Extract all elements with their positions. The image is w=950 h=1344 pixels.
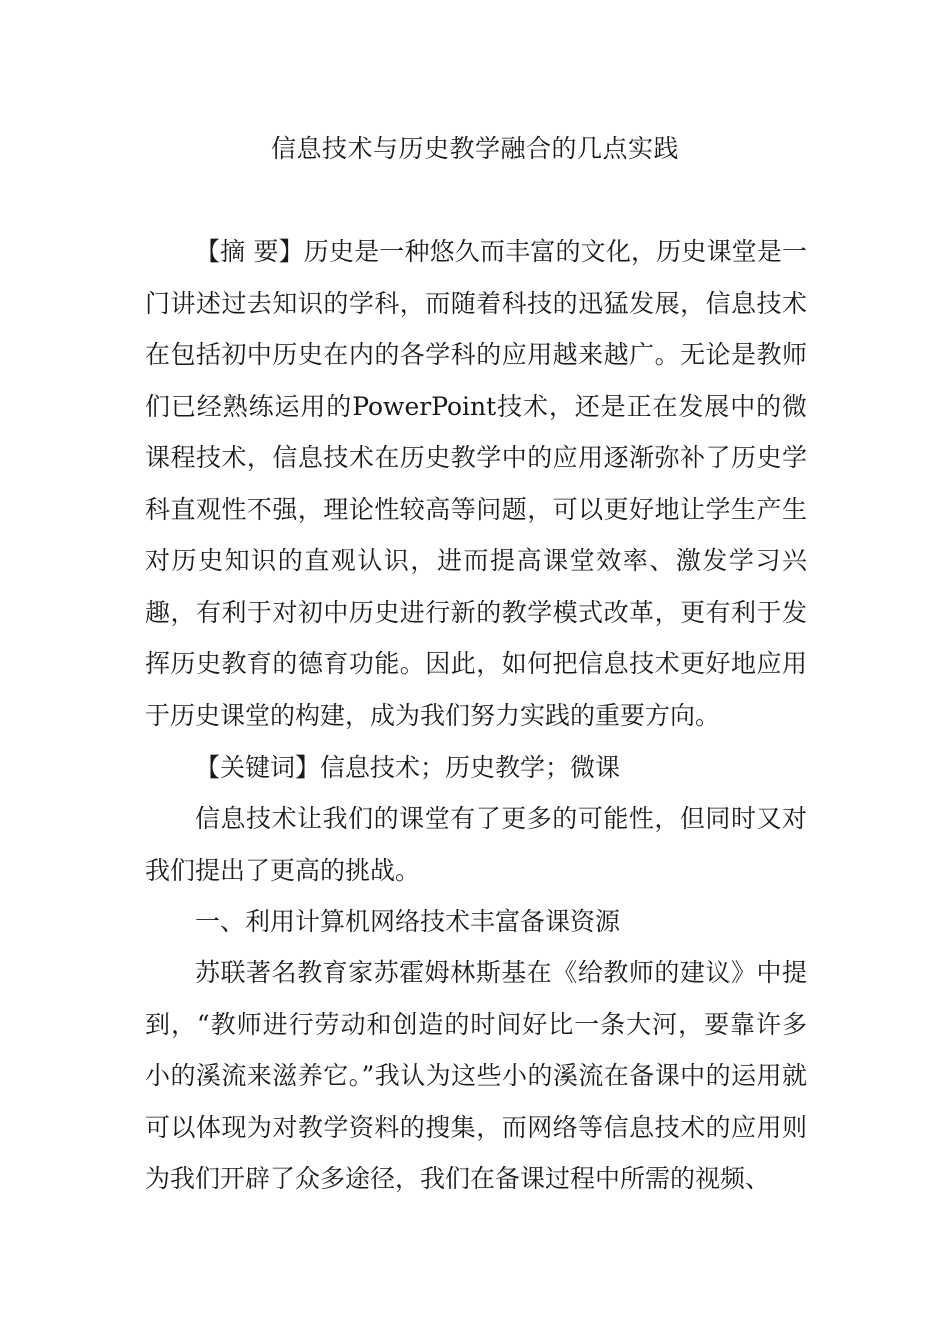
abstract-label: 【摘 要】 [195, 237, 304, 266]
keywords-paragraph [145, 742, 807, 794]
abstract-paragraph [145, 226, 807, 741]
section-heading: 一、利用计算机网络技术丰富备课资源 [195, 907, 621, 936]
intro-paragraph: 信息技术让我们的课堂有了更多的可能性，但同时又对我们提出了更高的挑战。 [145, 804, 807, 885]
abstract-text: 历史是一种悠久而丰富的文化，历史课堂是一门讲述过去知识的学科，而随着科技的迅猛发展，信息技术在包括初中历史在内的各学科的应用越来越广。无论是教师们已经熟练运用的PowerPoint技术，还是正在发展中的微课程技术，信息技术在历史教学中的应用逐渐弥补了历史学科直观性不强，理论性较高等问题，可以更好地让学生产生对历史知识的直观认识，进而提高课堂效率、激发学习兴趣，有利于对初中历史进行新的教学模式改革，更有利于发挥历史教育的德育功能。因此，如何把信息技术更好地应用于历史课堂的构建，成为我们努力实践的重要方向。 [145, 237, 807, 730]
document-title: 信息技术与历史教学融合的几点实践 [270, 134, 679, 163]
keywords-text: 信息技术；历史教学；微课 [320, 753, 621, 782]
section-paragraph: 苏联著名教育家苏霍姆林斯基在《给教师的建议》中提到，“教师进行劳动和创造的时间好比一条大河，要靠许多小的溪流来滋养它。”我认为这些小的溪流在备课中的运用就可以体现为对教学资料的搜集，而网络等信息技术的应用则为我们开辟了众多途径，我们在备课过程中所需的视频、 [145, 958, 807, 1193]
keywords-label: 【关键词】 [195, 753, 321, 782]
